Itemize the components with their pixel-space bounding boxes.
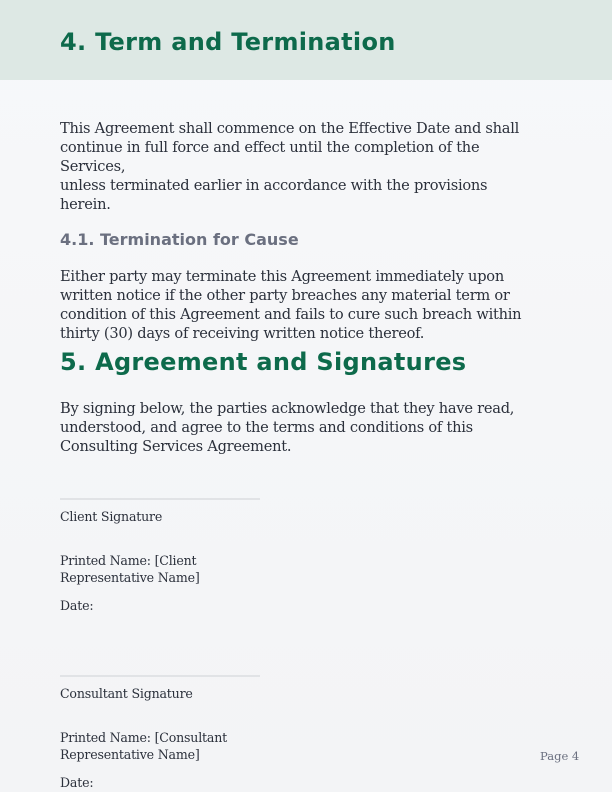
text-line: written notice if the other party breaches any material term or (60, 287, 510, 304)
subsection-4-1-title: 4.1. Termination for Cause (60, 230, 299, 249)
signature-label: Client Signature (60, 509, 163, 524)
text-line: Representative Name] (60, 570, 200, 585)
client-signature-block (60, 498, 260, 614)
text-line: Printed Name: [Client (60, 553, 197, 568)
text-line: herein. (60, 196, 111, 213)
section-5-body (60, 399, 555, 456)
text-line: thirty (30) days of receiving written notice thereof. (60, 325, 425, 342)
signature-line (60, 675, 260, 677)
consultant-signature-block (60, 675, 260, 791)
signature-label: Consultant Signature (60, 686, 193, 701)
section-4-title: 4. Term and Termination (60, 28, 396, 56)
text-line: This Agreement shall commence on the Effective Date and shall (60, 120, 520, 137)
text-line: understood, and agree to the terms and conditions of this (60, 419, 473, 436)
text-line: Either party may terminate this Agreement immediately upon (60, 268, 504, 285)
text-line: Printed Name: [Consultant (60, 730, 227, 745)
date-label: Date: (60, 775, 94, 790)
text-line: Representative Name] (60, 747, 200, 762)
signature-line (60, 498, 260, 500)
printed-name (60, 552, 260, 586)
section-5-title: 5. Agreement and Signatures (60, 348, 467, 376)
text-line: By signing below, the parties acknowledge that they have read, (60, 400, 515, 417)
page-number: Page 4 (540, 749, 580, 763)
text-line: condition of this Agreement and fails to cure such breach within (60, 306, 522, 323)
text-line: continue in full force and effect until the completion of the (60, 139, 480, 156)
text-line: unless terminated earlier in accordance with the provisions (60, 177, 488, 194)
date-label: Date: (60, 598, 94, 613)
section-4-intro (60, 119, 555, 214)
text-line: Consulting Services Agreement. (60, 438, 292, 455)
printed-name (60, 729, 260, 763)
text-line: Services, (60, 158, 126, 175)
subsection-4-1-body (60, 267, 555, 343)
